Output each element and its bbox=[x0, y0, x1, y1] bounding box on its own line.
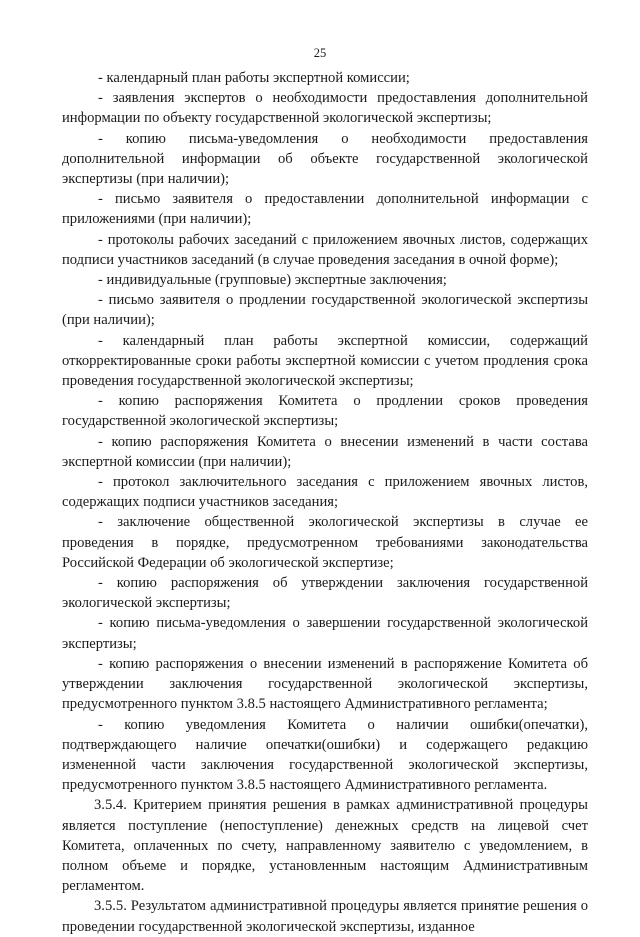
list-item-extension-order-copy: - копию распоряжения Комитета о продлении сроков проведения государственной экологической экспертизы; bbox=[62, 393, 588, 430]
page-number: 25 bbox=[313, 46, 327, 60]
list-item-public-expertise-conclusion: - заключение общественной экологической экспертизы в случае ее проведения в порядке, предусмотренном требованиями законодательства Российской Федерации об экологической экспертизе; bbox=[62, 514, 588, 571]
clause-3-5-5: 3.5.5. Результатом административной процедуры является принятие решения о проведении государственной экологической экспертизы, изданное bbox=[62, 898, 588, 935]
list-item-expert-statements: - заявления экспертов о необходимости предоставления дополнительной информации по объекту государственной экологической экспертизы; bbox=[62, 90, 588, 127]
list-item-notification-letter-copy: - копию письма-уведомления о необходимости предоставления дополнительной информации об объекте государственной экологической экспертизы (при наличии); bbox=[62, 130, 588, 188]
list-item-approval-order-copy: - копию распоряжения об утверждении заключения государственной экологической экспертизы; bbox=[62, 575, 588, 612]
list-item-expert-conclusions: - индивидуальные (групповые) экспертные заключения; bbox=[98, 272, 447, 289]
list-item-completion-notice-copy: - копию письма-уведомления о завершении государственной экологической экспертизы; bbox=[62, 615, 588, 652]
list-item-adjusted-calendar-plan: - календарный план работы экспертной комиссии, содержащий откорректированные сроки работы экспертной комиссии с учетом продления срока проведения государственной экологической экспертизы; bbox=[62, 332, 588, 390]
list-item-extension-letter: - письмо заявителя о продлении государственной экологической экспертизы (при наличии); bbox=[62, 292, 588, 329]
list-item-amendment-order-copy: - копию распоряжения о внесении изменений в распоряжение Комитета об утверждении заключения государственной экологической экспертизы, предусмотренного пунктом 3.8.5 настоящего Административного регламента; bbox=[62, 655, 588, 713]
clause-3-5-4: 3.5.4. Критерием принятия решения в рамках административной процедуры является поступление (непоступление) денежных средств на лицевой счет Комитета, оплаченных по счету, направленному заявителю с уведомлением, в полном объеме и порядке, установленным настоящим Административным регламентом. bbox=[62, 797, 588, 895]
list-item-meeting-protocols: - протоколы рабочих заседаний с приложением явочных листов, содержащих подписи участников заседаний (в случае проведения заседания в очной форме); bbox=[62, 231, 588, 268]
list-item-calendar-plan: - календарный план работы экспертной комиссии; bbox=[98, 70, 410, 86]
list-item-applicant-letter: - письмо заявителя о предоставлении дополнительной информации с приложениями (при наличии); bbox=[62, 191, 588, 228]
list-item-composition-change-order: - копию распоряжения Комитета о внесении изменений в части состава экспертной комиссии (при наличии); bbox=[62, 433, 588, 470]
list-item-error-notice-copy: - копию уведомления Комитета о наличии ошибки(опечатки), подтверждающего наличие опечатки(ошибки) и содержащего редакцию измененной части заключения государственной экологической экспертизы, предусмотренного пунктом 3.8.5 настоящего Административного регламента. bbox=[62, 716, 588, 794]
document-body bbox=[62, 68, 588, 937]
list-item-final-meeting-protocol: - протокол заключительного заседания с приложением явочных листов, содержащих подписи участников заседания; bbox=[62, 474, 588, 511]
